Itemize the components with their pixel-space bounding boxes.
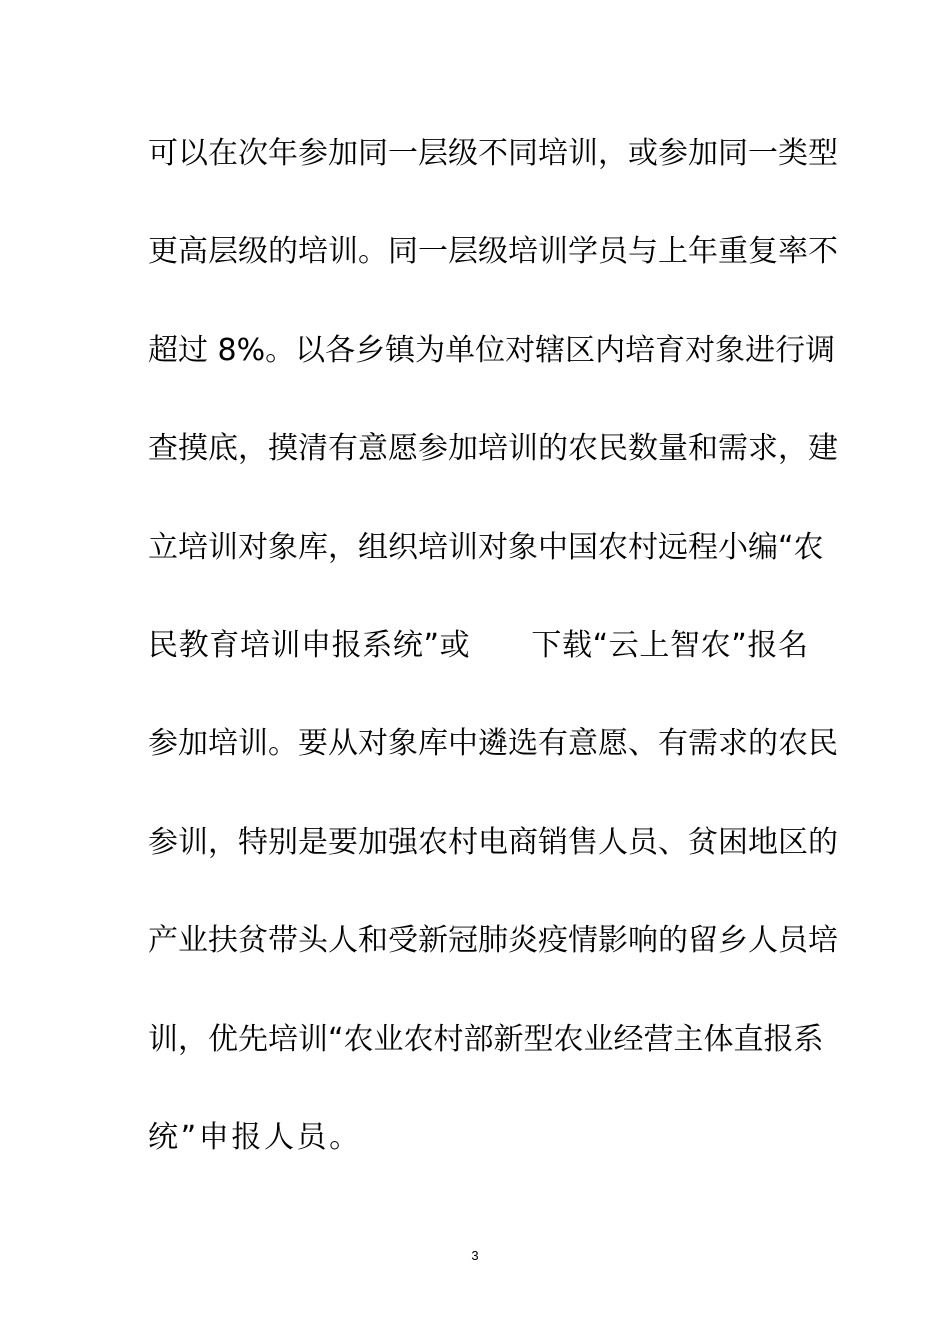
text-line: 查摸底，摸清有意愿参加培训的农民数量和需求，建 [148,431,838,467]
text-line: 训，优先培训“农业农村部新型农业经营主体直报系 [148,1021,824,1057]
text-line: 参训，特别是要加强农村电商销售人员、贫困地区的 [148,824,838,860]
text-line: 更高层级的培训。同一层级培训学员与上年重复率不 [148,234,838,270]
text-line-last: 统”申报人员。 [148,1119,362,1155]
text-line: 参加培训。要从对象库中遴选有意愿、有需求的农民 [148,726,838,762]
text-line: 立培训对象库，组织培训对象中国农村远程小编“农 [148,529,824,565]
text-line: 民教育培训申报系统”或 下载“云上智农”报名 [148,627,808,663]
body-paragraph [148,128,838,1210]
text-line: 超过 8%。以各乡镇为单位对辖区内培育对象进行调 [148,332,836,368]
text-line: 可以在次年参加同一层级不同培训，或参加同一类型 [148,136,838,171]
text-line: 产业扶贫带头人和受新冠肺炎疫情影响的留乡人员培 [148,923,838,959]
page-number: 3 [471,1248,479,1263]
